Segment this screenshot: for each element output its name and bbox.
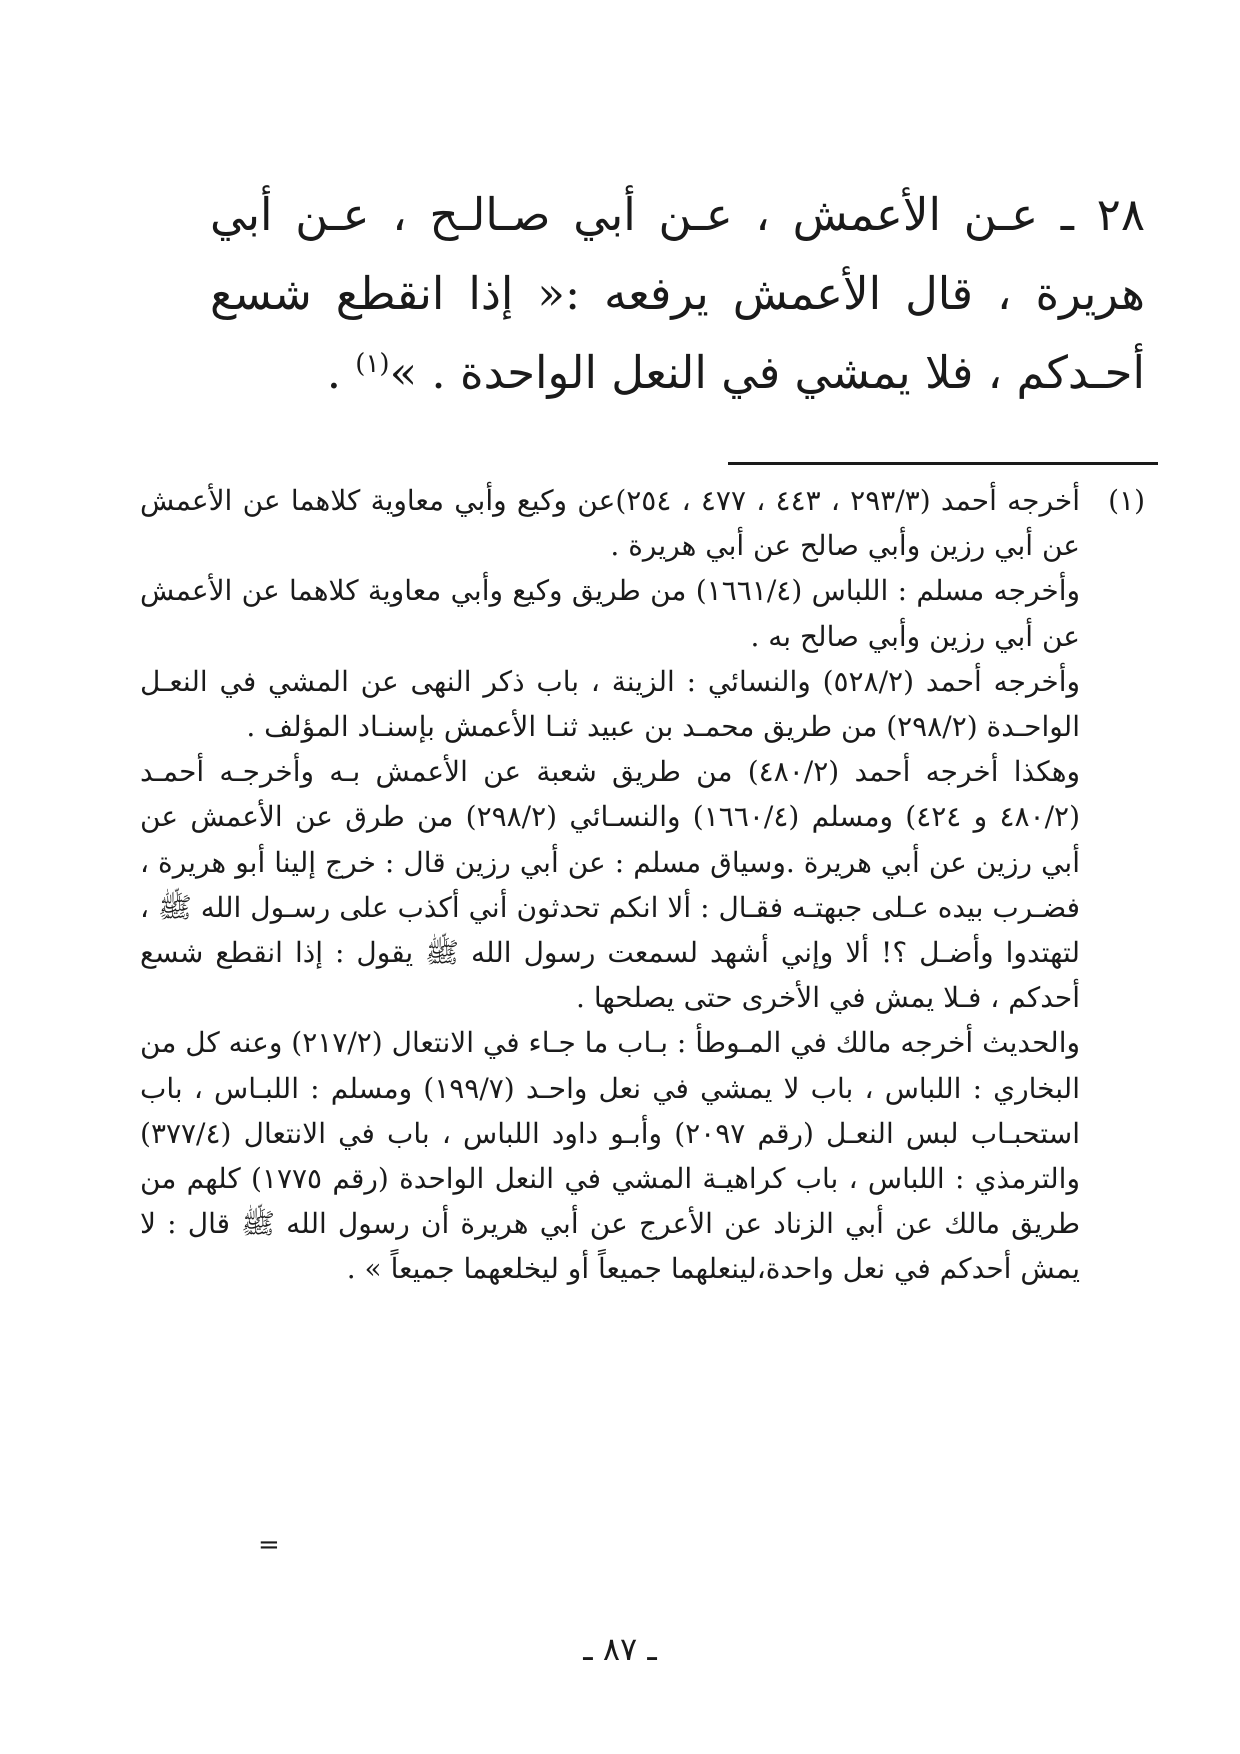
footnote-continuation-mark: = xyxy=(258,1530,280,1560)
footnote-paragraph: وأخرجه أحمد (٥٢٨/٢) والنسائي : الزينة ، باب ذكر النهى عن المشي في النعـل الواحـدة (٢٩٨/٢) من طريق محمـد بن عبيد ثنـا الأعمش بإسنـاد المؤلف . xyxy=(140,664,1081,744)
footnote-paragraph: وهكذا أخرجه أحمد (٤٨٠/٢) من طريق شعبة عن الأعمش بـه وأخرجـه أحمـد (٤٨٠/٢ و ٤٢٤) ومسلم (١٦٦٠/٤) والنسـائي (٢٩٨/٢) من طرق عن الأعمش عن أبي رزين عن أبي هريرة .وسياق مسلم : عن أبي رزين قال : خرج إلينا أبو هريرة ، فضـرب بيده عـلى جبهتـه فقـال : ألا انكم تحدثون أني أكذب على رسـول الله ﷺ ، لتهتدوا وأضـل ؟! ألا وإني أشهد لسمعت رسول الله ﷺ يقول : إذا انقطع شسع أحدكم ، فـلا يمش في الأخرى حتى يصلحها . xyxy=(140,755,1080,1015)
hadith-text xyxy=(210,175,1145,412)
footnote-entry xyxy=(140,478,1145,1292)
footnote-reference: (١) xyxy=(355,349,390,379)
footnote-paragraph: والحديث أخرجه مالك في المـوطأ : بـاب ما جـاء في الانتعال (٢١٧/٢) وعنه كل من البخاري : اللباس ، باب لا يمشي في نعل واحـد (١٩٩/٧) ومسلم : اللبـاس ، باب استحبـاب لبس النعـل (رقم ٢٠٩٧) وأبـو داود اللباس ، باب في الانتعال (٣٧٧/٤) والترمذي : اللباس ، باب كراهيـة المشي في النعل الواحدة (رقم ١٧٧٥) كلهم من طريق مالك عن أبي الزناد عن الأعرج عن أبي هريرة أن رسول الله ﷺ قال : لا يمش أحدكم في نعل واحدة،لينعلهما جميعاً أو ليخلعهما جميعاً » . xyxy=(140,1026,1081,1286)
footnotes-section xyxy=(140,478,1145,1292)
footnote-paragraph: وأخرجه مسلم : اللباس (١٦٦١/٤) من طريق وكيع وأبي معاوية كلاهما عن الأعمش عن أبي رزين وأبي صالح به . xyxy=(140,574,1081,653)
hadith-end: . xyxy=(326,346,356,399)
hadith-body: ٢٨ ـ عـن الأعمش ، عـن أبي صـالـح ، عـن أبي هريرة ، قال الأعمش يرفعه :« إذا انقطع شسع أحـدكم ، فلا يمشي في النعل الواحدة . » xyxy=(210,188,1145,399)
page-number: ـ ٨٧ ـ xyxy=(583,1630,657,1668)
footnote-paragraph: أخرجه أحمد (٢٩٣/٣ ، ٤٤٣ ، ٤٧٧ ، ٢٥٤)عن وكيع وأبي معاوية كلاهما عن الأعمش عن أبي رزين وأبي صالح عن أبي هريرة . xyxy=(140,484,1080,563)
footnote-body xyxy=(140,478,1080,1292)
footnote-separator xyxy=(728,462,1158,465)
footnote-marker: (١) xyxy=(1108,484,1145,517)
